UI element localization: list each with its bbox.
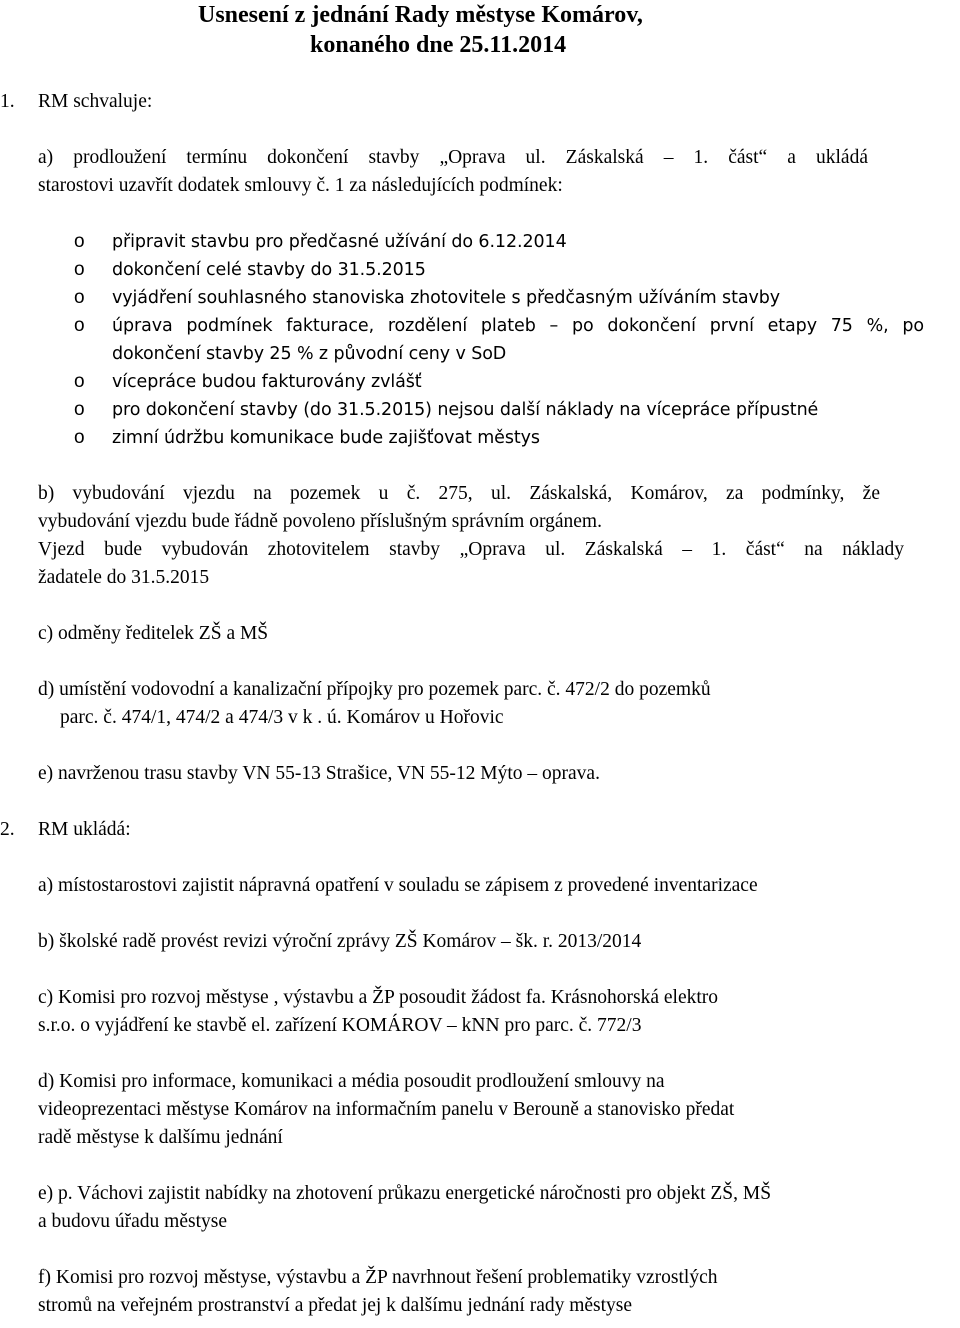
document-title-line1: Usnesení z jednání Rady městyse Komárov, — [198, 2, 643, 28]
section2-item-e-line2: a budovu úřadu městyse — [38, 1211, 228, 1232]
bullet-marker: o — [74, 287, 85, 308]
bullet-item: vícepráce budou fakturovány zvlášť — [112, 372, 422, 392]
section2-item-c-line1: c) Komisi pro rozvoj městyse , výstavbu a ŽP posoudit žádost fa. Krásnohorská elektro — [38, 987, 719, 1008]
section2-item-f-line2: stromů na veřejném prostranství a předat jej k dalšímu jednání rady městyse — [38, 1295, 633, 1316]
section2-heading: RM ukládá: — [38, 819, 131, 840]
section1-item-a-line2: starostovi uzavřít dodatek smlouvy č. 1 za následujících podmínek: — [38, 175, 563, 196]
section1-item-d-line1: d) umístění vodovodní a kanalizační přípojky pro pozemek parc. č. 472/2 do pozemků — [38, 679, 711, 700]
bullet-marker: o — [74, 315, 85, 336]
bullet-item: dokončení celé stavby do 31.5.2015 — [112, 260, 426, 280]
document-title-line2: konaného dne 25.11.2014 — [310, 32, 567, 58]
section2-number: 2. — [0, 819, 15, 840]
section2-item-d-line1: d) Komisi pro informace, komunikaci a média posoudit prodloužení smlouvy na — [38, 1071, 665, 1092]
bullet-marker: o — [74, 399, 85, 420]
bullet-item: pro dokončení stavby (do 31.5.2015) nejsou další náklady na vícepráce přípustné — [112, 400, 819, 420]
section1-item-c: c) odměny ředitelek ZŠ a MŠ — [38, 623, 269, 644]
section2-item-b: b) školské radě provést revizi výroční zprávy ZŠ Komárov – šk. r. 2013/2014 — [38, 931, 642, 952]
section2-item-c-line2: s.r.o. o vyjádření ke stavbě el. zařízení KOMÁROV – kNN pro parc. č. 772/3 — [38, 1015, 642, 1036]
section1-number: 1. — [0, 91, 15, 112]
section1-heading: RM schvaluje: — [38, 91, 153, 112]
bullet-item: připravit stavbu pro předčasné užívání do 6.12.2014 — [112, 232, 567, 252]
bullet-marker: o — [74, 371, 85, 392]
section2-item-d-line3: radě městyse k dalšímu jednání — [38, 1127, 283, 1148]
section1-item-b-line1: b) vybudování vjezdu na pozemek u č. 275, ul. Záskalská, Komárov, za podmínky, že — [38, 483, 880, 504]
section2-item-d-line2: videoprezentaci městyse Komárov na informačním panelu v Berouně a stanovisko předat — [38, 1099, 735, 1120]
section2-item-f-line1: f) Komisi pro rozvoj městyse, výstavbu a ŽP navrhnout řešení problematiky vzrostlých — [38, 1267, 718, 1288]
bullet-item: úprava podmínek fakturace, rozdělení plateb – po dokončení první etapy 75 %, po — [112, 316, 924, 336]
section1-item-e: e) navrženou trasu stavby VN 55-13 Strašice, VN 55-12 Mýto – oprava. — [38, 763, 600, 784]
section1-item-b-line4: žadatele do 31.5.2015 — [38, 567, 210, 588]
section1-item-b-line2: vybudování vjezdu bude řádně povoleno příslušným správním orgánem. — [38, 511, 602, 532]
section2-item-a: a) místostarostovi zajistit nápravná opatření v souladu se zápisem z provedené inventarizace — [38, 875, 758, 896]
section2-item-e-line1: e) p. Váchovi zajistit nabídky na zhotovení průkazu energetické náročnosti pro objekt ZŠ, MŠ — [38, 1183, 772, 1204]
bullet-marker: o — [74, 427, 85, 448]
bullet-item-continuation: dokončení stavby 25 % z původní ceny v SoD — [112, 344, 507, 364]
bullet-item: vyjádření souhlasného stanoviska zhotovitele s předčasným užíváním stavby — [112, 288, 780, 308]
bullet-marker: o — [74, 259, 85, 280]
section1-item-b-line3: Vjezd bude vybudován zhotovitelem stavby „Oprava ul. Záskalská – 1. část“ na náklady — [38, 539, 904, 560]
section1-item-a-line1: a) prodloužení termínu dokončení stavby „Oprava ul. Záskalská – 1. část“ a ukládá — [38, 147, 868, 168]
bullet-item: zimní údržbu komunikace bude zajišťovat městys — [112, 428, 540, 448]
section1-item-d-line2: parc. č. 474/1, 474/2 a 474/3 v k . ú. Komárov u Hořovic — [60, 707, 504, 728]
bullet-marker: o — [74, 231, 85, 252]
